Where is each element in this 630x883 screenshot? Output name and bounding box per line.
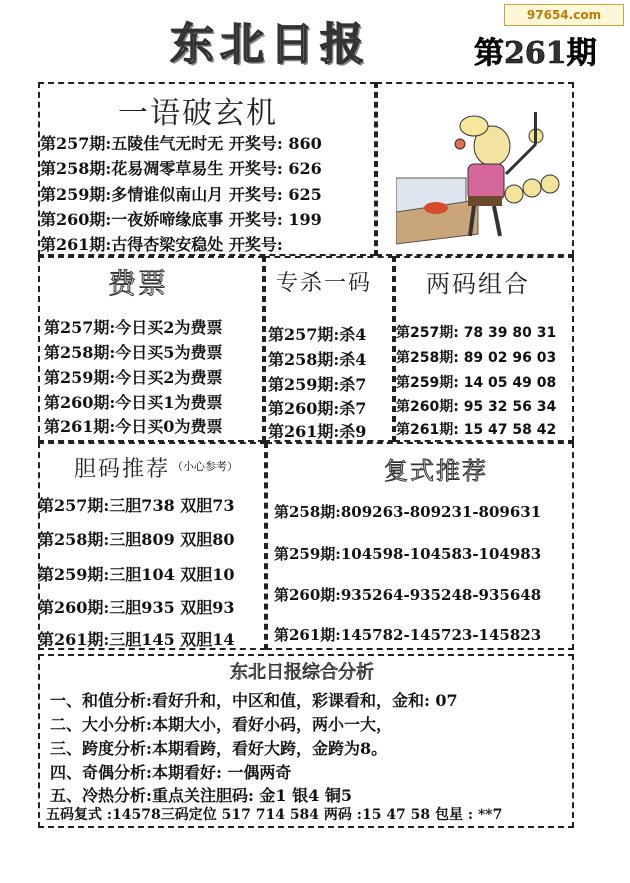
issue-number: 第261期 xyxy=(474,36,597,71)
dan-row: 第260期:三胆935 双胆93 xyxy=(38,598,235,617)
poem-row: 第259期:多情谁似南山月 开奖号: 625 xyxy=(40,185,322,204)
analysis-prefix: 二、 xyxy=(50,715,83,734)
kill-title: 专杀一码 xyxy=(276,271,373,296)
analysis-prefix: 五、 xyxy=(50,786,83,805)
multi-row: 第261期:145782-145723-145823 xyxy=(274,626,542,644)
fee-row: 第258期:今日买5为费票 xyxy=(44,343,223,362)
analysis-text: 重点关注胆码: 金1 银4 铜5 xyxy=(151,786,352,805)
poem-row: 第260期:一夜娇啼缘底事 开奖号: 199 xyxy=(40,210,322,229)
fee-row: 第259期:今日买2为费票 xyxy=(44,368,223,387)
poem-title: 一语破玄机 xyxy=(118,96,278,131)
dan-row: 第261期:三胆145 双胆14 xyxy=(38,630,235,649)
pair-row: 第261期: 15 47 58 42 xyxy=(396,422,557,438)
fee-row: 第260期:今日买1为费票 xyxy=(44,393,223,412)
cartoon-illustration xyxy=(396,104,566,250)
analysis-label: 大小分析: xyxy=(82,715,152,734)
kill-row: 第261期:杀9 xyxy=(268,422,367,441)
analysis-label: 冷热分析: xyxy=(82,786,152,805)
dan-row: 第257期:三胆738 双胆73 xyxy=(38,496,235,515)
analysis-prefix: 一、 xyxy=(50,691,83,710)
pair-row: 第259期: 14 05 49 08 xyxy=(396,375,557,391)
analysis-row xyxy=(50,783,352,806)
analysis-title: 东北日报综合分析 xyxy=(230,662,374,683)
analysis-label: 奇偶分析: xyxy=(82,763,152,782)
analysis-row xyxy=(50,760,291,783)
poem-row: 第257期:五陵佳气无时无 开奖号: 860 xyxy=(40,134,322,153)
pair-row: 第258期: 89 02 96 03 xyxy=(396,350,557,366)
kill-row: 第258期:杀4 xyxy=(268,350,367,369)
multi-row: 第258期:809263-809231-809631 xyxy=(274,503,542,521)
analysis-row xyxy=(50,688,458,711)
pair-row: 第260期: 95 32 56 34 xyxy=(396,399,557,415)
analysis-text: 本期看好: 一偶两奇 xyxy=(151,763,292,782)
multi-row: 第260期:935264-935248-935648 xyxy=(274,586,542,604)
dan-row: 第259期:三胆104 双胆10 xyxy=(38,565,235,584)
kill-row: 第260期:杀7 xyxy=(268,399,367,418)
analysis-label: 和值分析: xyxy=(82,691,152,710)
analysis-text: 本期看跨，看好大跨，金跨为8。 xyxy=(151,739,388,758)
analysis-row xyxy=(50,736,387,759)
kill-row: 第257期:杀4 xyxy=(268,325,367,344)
multi-title: 复式推荐 xyxy=(384,457,488,485)
analysis-prefix: 四、 xyxy=(50,763,83,782)
dan-title: 胆码推荐 xyxy=(74,457,171,482)
pair-title: 两码组合 xyxy=(426,270,530,298)
analysis-text: 看好升和，中区和值，彩课看和，金和: 07 xyxy=(151,691,458,710)
pair-row: 第257期: 78 39 80 31 xyxy=(396,325,557,341)
fee-row: 第257期:今日买2为费票 xyxy=(44,318,223,337)
fee-row: 第261期:今日买0为费票 xyxy=(44,417,223,436)
dan-row: 第258期:三胆809 双胆80 xyxy=(38,530,235,549)
site-watermark: 97654.com xyxy=(504,4,624,26)
poem-row: 第258期:花易凋零草易生 开奖号: 626 xyxy=(40,159,322,178)
masthead-title: 东北日报 xyxy=(170,19,370,70)
analysis-text: 本期大小，看好小码，两小一大， xyxy=(151,715,392,734)
multi-row: 第259期:104598-104583-104983 xyxy=(274,545,542,563)
analysis-footer: 五码复式 :14578三码定位 517 714 584 两码 :15 47 58 包星 : **7 xyxy=(46,807,503,823)
dan-note: （小心参考） xyxy=(172,460,238,473)
analysis-row xyxy=(50,712,392,735)
analysis-label: 跨度分析: xyxy=(82,739,152,758)
kill-row: 第259期:杀7 xyxy=(268,375,367,394)
analysis-prefix: 三、 xyxy=(50,739,83,758)
poem-row: 第261期:古得杏梁安稳处 开奖号: xyxy=(40,235,283,254)
fee-title: 费票 xyxy=(108,267,169,300)
